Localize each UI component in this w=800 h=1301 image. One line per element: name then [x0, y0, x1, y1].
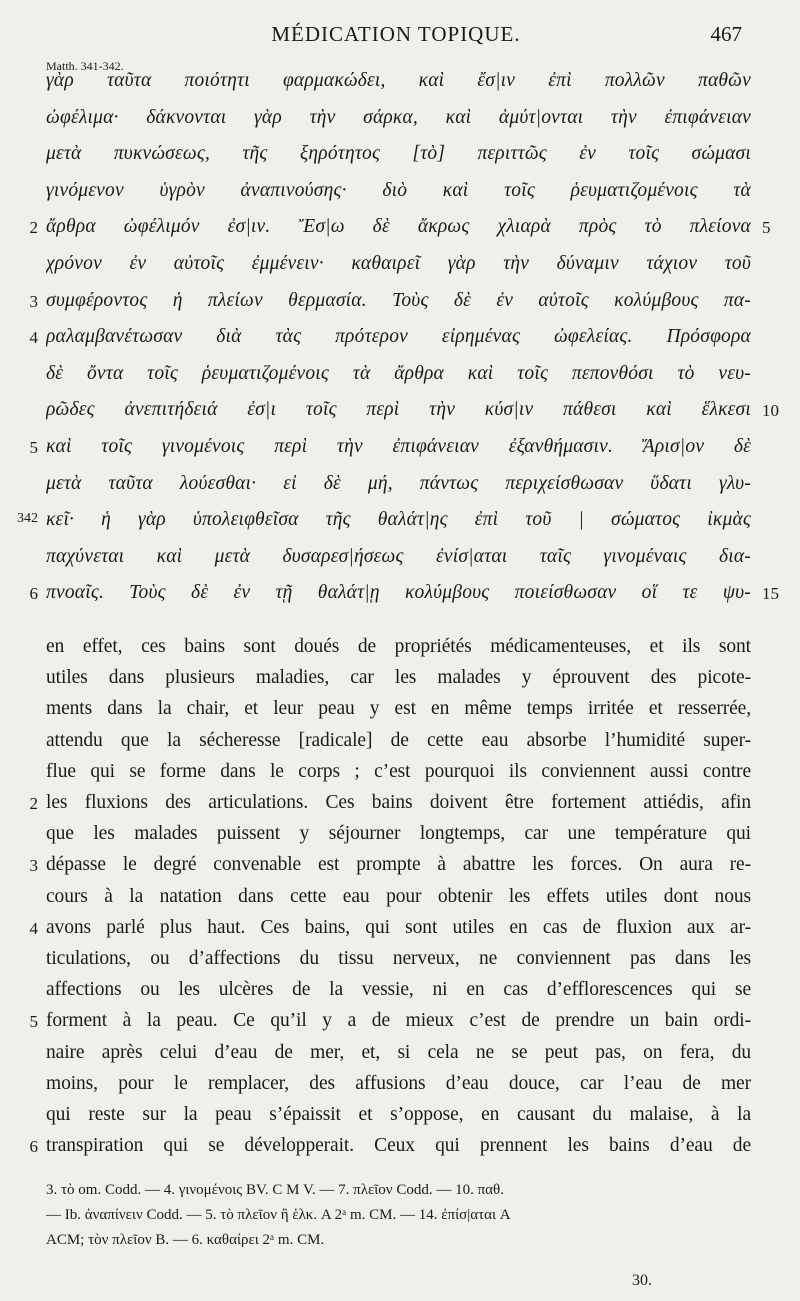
french-line: que les malades puissent y séjourner longtemps, car une température qui [46, 823, 751, 845]
french-line: moins, pour le remplacer, des affusions d’eau douce, car l’eau de mer [46, 1072, 751, 1094]
french-line: qui reste sur la peau s’épaissit et s’oppose, en causant du malaise, à la [46, 1104, 751, 1125]
french-line: naire après celui d’eau de mer, et, si cela ne se peut pas, on fera, du [46, 1041, 751, 1063]
french-line: attendu que la sécheresse [radicale] de cette eau absorbe l’humidité super- [46, 729, 751, 751]
french-line: ticulations, ou d’affections du tissu nerveux, ne conviennent pas dans les [46, 948, 751, 969]
left-margin-number: 6 [29, 1137, 38, 1157]
footnote-line: ACM; τὸν πλεῖον B. — 6. καθαίρει 2ᵃ m. CM. [46, 1232, 325, 1248]
left-margin-number: 3 [29, 291, 38, 311]
left-margin-number: 2 [29, 794, 38, 813]
french-line: utiles dans plusieurs maladies, car les malades y éprouvent des picote- [46, 667, 751, 689]
french-line: avons parlé plus haut. Ces bains, qui sont utiles en cas de fluxion aux ar- [46, 916, 751, 938]
right-margin-line-number: 15 [762, 584, 779, 604]
french-line: forment à la peau. Ce qu’il y a de mieux c’est de prendre un bain ordi- [46, 1010, 751, 1032]
french-line: dépasse le degré convenable est prompte à abattre les forces. On aura re- [46, 854, 751, 876]
left-margin-number: 342 [17, 511, 38, 527]
greek-line: συμφέροντος ἡ πλείων θερμασία. Τοὺς δὲ ἐν αὐτοῖς κολύμβους πα- [46, 289, 751, 311]
greek-line: ἄρθρα ὠφέλιμόν ἐσ|ιν. Ἔσ|ω δὲ ἄκρως χλιαρὰ πρὸς τὸ πλείονα [46, 216, 751, 238]
french-line: flue qui se forme dans le corps ; c’est pourquoi ils conviennent aussi contre [46, 760, 751, 782]
footnote-line: — Ib. ἀναπίνειν Codd. — 5. τὸ πλεῖον ἢ ἑλκ. A 2ᵃ m. CM. — 14. ἐπίσ|αται A [46, 1207, 511, 1223]
right-margin-line-number: 10 [762, 401, 779, 421]
greek-line: πνοαῖς. Τοὺς δὲ ἐν τῇ θαλάτ|ῃ κολύμβους ποιείσθωσαν οἵ τε ψυ- [46, 582, 751, 604]
french-line: affections ou les ulcères de la vessie, ni en cas d’efflorescences qui se [46, 979, 751, 1001]
french-line: en effet, ces bains sont doués de propriétés médicamenteuses, et ils sont [46, 636, 751, 657]
french-line: transpiration qui se développerait. Ceux qui prennent les bains d’eau de [46, 1135, 751, 1157]
greek-line: μετὰ πυκνώσεως, τῆς ξηρότητος [τὸ] περιττῶς ἐν τοῖς σώμασι [46, 143, 751, 165]
left-margin-number: 4 [29, 918, 38, 938]
left-margin-number: 2 [29, 218, 38, 238]
french-line: ments dans la chair, et leur peau y est en même temps irritée et resserrée, [46, 698, 751, 720]
left-margin-number: 4 [29, 328, 38, 348]
left-margin-number: 3 [29, 856, 38, 876]
edition-reference: Matth. 341-342. [46, 59, 124, 73]
greek-line: ραλαμβανέτωσαν διὰ τὰς πρότερον εἰρημένας ὠφελείας. Πρόσφορα [46, 326, 751, 348]
greek-line: ρῶδες ἀνεπιτήδειά ἐσ|ι τοῖς περὶ τὴν κύσ|ιν πάθεσι καὶ ἕλκεσι [46, 399, 751, 421]
greek-line: μετὰ ταῦτα λούεσθαι· εἰ δὲ μή, πάντως περιχείσθωσαν ὕδατι γλυ- [46, 472, 751, 494]
running-title: MÉDICATION TOPIQUE. [271, 22, 521, 46]
greek-line: γὰρ ταῦτα ποιότητι φαρμακώδει, καὶ ἔσ|ιν ἐπὶ πολλῶν παθῶν [46, 70, 751, 91]
left-margin-number: 5 [29, 1012, 38, 1032]
left-margin-number: 5 [29, 438, 38, 457]
left-margin-number: 6 [29, 584, 38, 604]
greek-line: δὲ ὄντα τοῖς ῥευματιζομένοις τὰ ἄρθρα καὶ τοῖς πεπονθόσι τὸ νευ- [46, 362, 751, 384]
greek-line: γινόμενον ὑγρὸν ἀναπινούσης· διὸ καὶ τοῖς ῥευματιζομένοις τὰ [46, 179, 751, 201]
right-margin-line-number: 5 [762, 218, 771, 238]
signature-mark: 30. [632, 1272, 652, 1289]
footnote-line: 3. τὸ om. Codd. — 4. γινομένοις BV. C M V. — 7. πλεῖον Codd. — 10. παθ. [46, 1182, 504, 1198]
greek-line: καὶ τοῖς γινομένοις περὶ τὴν ἐπιφάνειαν ἐξανθήμασιν. Ἄρισ|ον δὲ [46, 436, 751, 457]
page-number: 467 [710, 22, 742, 46]
greek-line: ὠφέλιμα· δάκνονται γὰρ τὴν σάρκα, καὶ ἀμύτ|ονται τὴν ἐπιφάνειαν [46, 106, 751, 128]
french-line: cours à la natation dans cette eau pour obtenir les effets utiles dont nous [46, 885, 751, 907]
greek-line: κεῖ· ἡ γὰρ ὑπολειφθεῖσα τῆς θαλάτ|ης ἐπὶ τοῦ | σώματος ἰκμὰς [46, 509, 751, 531]
french-line: les fluxions des articulations. Ces bains doivent être fortement attiédis, afin [46, 792, 751, 813]
greek-line: χρόνον ἐν αὐτοῖς ἐμμένειν· καθαιρεῖ γὰρ τὴν δύναμιν τάχιον τοῦ [46, 253, 751, 274]
greek-line: παχύνεται καὶ μετὰ δυσαρεσ|ήσεως ἐνίσ|αται ταῖς γινομέναις δια- [46, 545, 751, 567]
